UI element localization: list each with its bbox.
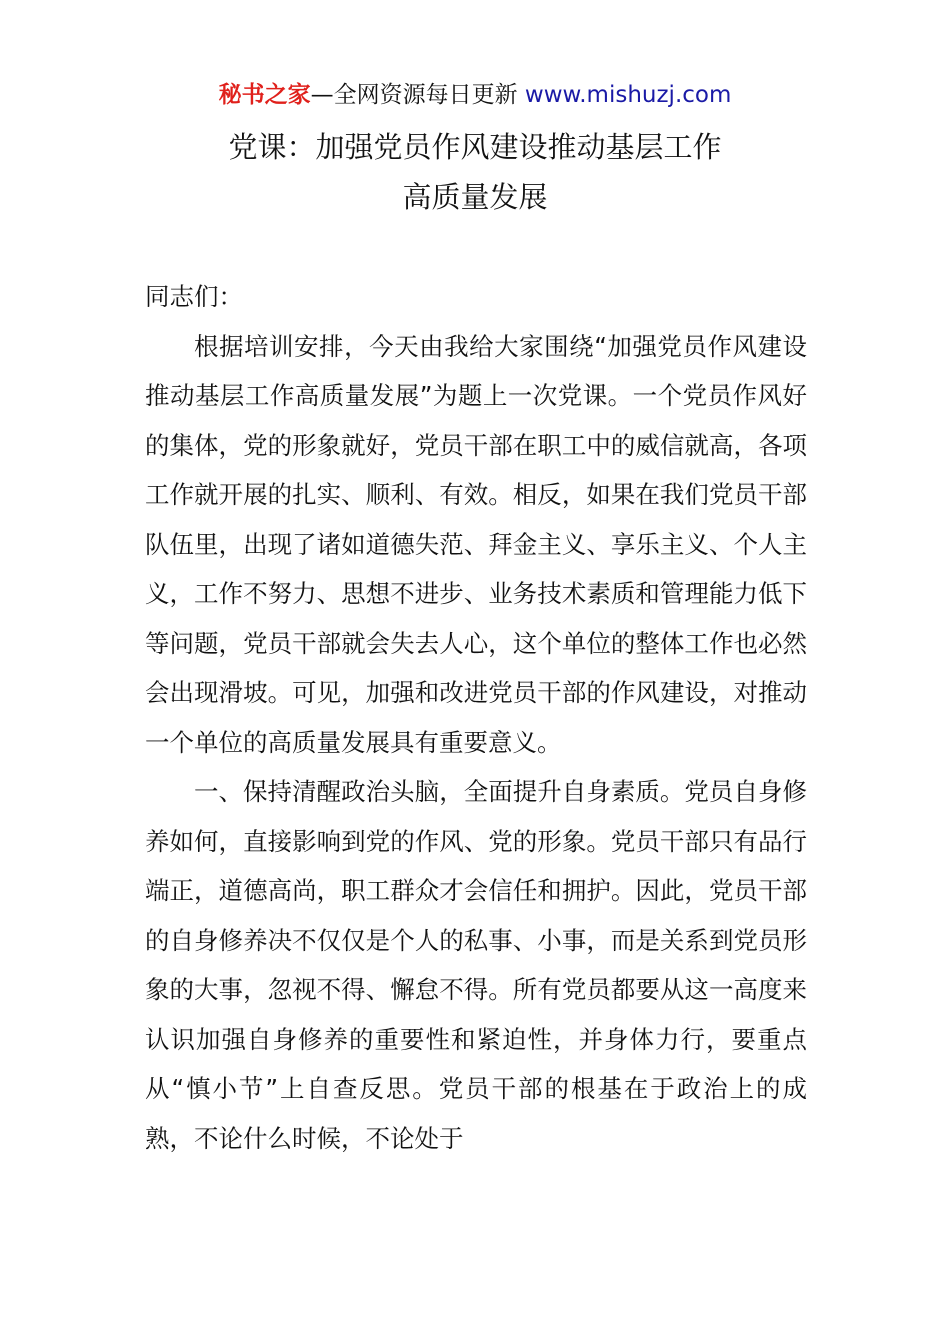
site-tagline: —全网资源每日更新 — [310, 82, 518, 108]
paragraph-section-1: 一、保持清醒政治头脑，全面提升自身素质。党员自身修养如何，直接影响到党的作风、党的形象。党员干部只有品行端正，道德高尚，职工群众才会信任和拥护。因此，党员干部的自身修养决不仅仅是个人的私事、小事，而是关系到党员形象的大事，忽视不得、懈怠不得。所有党员都要从这一高度来认识加强自身修养的重要性和紧迫性，并身体力行，要重点从“慎小节”上自查反思。党员干部的根基在于政治上的成熟，不论什么时候，不论处于 — [145, 777, 807, 1153]
paragraph-intro: 根据培训安排，今天由我给大家围绕“加强党员作风建设推动基层工作高质量发展”为题上一次党课。一个党员作风好的集体，党的形象就好，党员干部在职工中的威信就高，各项工作就开展的扎实、顺利、有效。相反，如果在我们党员干部队伍里，出现了诸如道德失范、拜金主义、享乐主义、个人主义，工作不努力、思想不进步、业务技术素质和管理能力低下等问题，党员干部就会失去人心，这个单位的整体工作也必然会出现滑坡。可见，加强和改进党员干部的作风建设，对推动一个单位的高质量发展具有重要意义。 — [145, 331, 807, 757]
site-header — [0, 78, 950, 112]
document-title-line-1: 党课：加强党员作风建设推动基层工作 — [228, 130, 722, 164]
document-body — [145, 272, 807, 1163]
salutation: 同志们： — [145, 282, 243, 311]
site-brand: 秘书之家 — [218, 82, 311, 108]
document-title-line-2: 高质量发展 — [402, 180, 548, 214]
site-url-link[interactable]: www.mishuzj.com — [524, 82, 732, 108]
